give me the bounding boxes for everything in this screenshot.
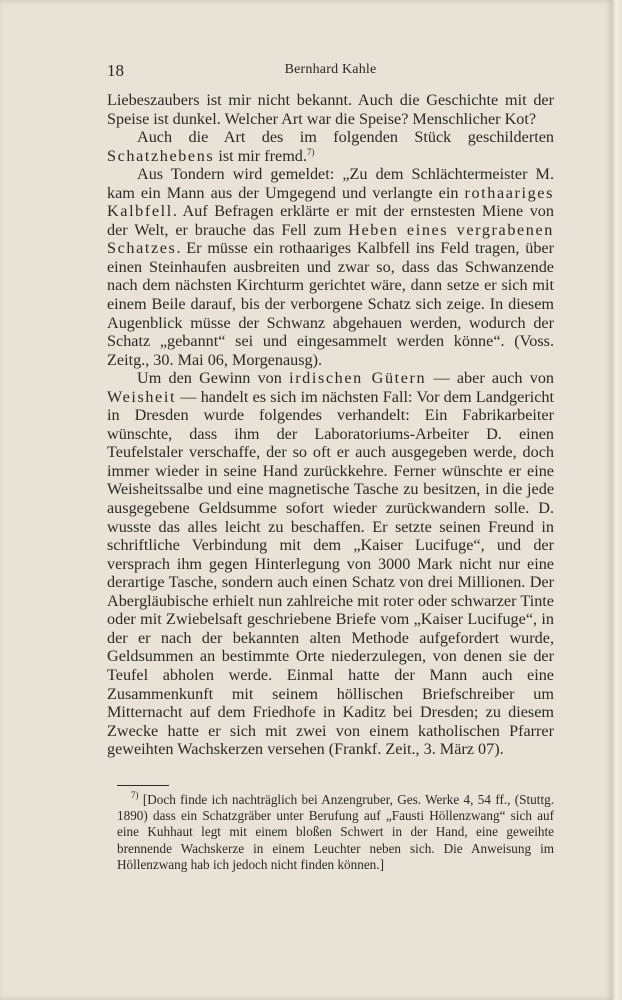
page-edge: [612, 0, 622, 1000]
paragraph-text: — aber auch von: [426, 369, 555, 388]
paragraph-text: Aus Tondern wird gemeldet: „Zu dem Schlächtermeister M. kam ein Mann aus der Umgegend und verlangte ein: [107, 165, 554, 202]
page-header: [107, 61, 554, 81]
paragraph-text: Liebeszaubers ist mir nicht bekannt. Auch die Geschichte mit der Speise ist dunkel. Welcher Art war die Speise? Menschlicher Kot?: [107, 91, 554, 128]
footnote-marker: 7): [131, 790, 139, 800]
footnote-rule: [117, 785, 169, 786]
paragraph-text: ist mir fremd.: [214, 146, 307, 165]
paragraph-text: — handelt es sich im nächsten Fall: Vor dem Landgericht in Dresden wurde folgendes verhandelt: Ein Fabrikarbeiter wünschte, dass ihm der Laboratoriums-Arbeiter D. einen Teufelstaler verschaffe, der so oft er auch ausgegeben werde, doch immer wieder in seine Hand zurückkehre. Ferner wünschte er eine Weisheitssalbe und eine magnetische Tasche zu besitzen, in die jede ausgegebene Geldsumme sofort wieder zurückwandern solle. D. wusste das alles leicht zu beschaffen. Er setzte seinen Freund in schriftliche Verbindung mit dem „Kaiser Lucifuge“, und der versprach ihm gegen Hinterlegung von 3000 Mark nicht nur eine derartige Tasche, sondern auch einen Schatz von drei Millionen. Der Abergläubische erhielt nun zahlreiche mit roter oder schwarzer Tinte oder mit Zwiebelsaft geschriebene Briefe vom „Kaiser Lucifuge“, in der er nach der bekannten alten Methode aufgefordert wurde, Geldsummen an bestimmte Orte niederzulegen, von denen sie der Teufel abholen werde. Einmal hatte der Mann auch eine Zusammenkunft mit seinem höllischen Briefschreiber um Mitternacht auf dem Friedhofe in Kaditz bei Dresden; zu diesem Zwecke hatte er sich mit zwei von einem katholischen Pfarrer geweihten Wachskerzen versehen (Frankf. Zeit., 3. März 07).: [107, 387, 554, 759]
paragraph: [107, 91, 554, 128]
spaced-emphasis: irdischen Gütern: [289, 369, 427, 388]
paragraph-text: . Auf Befragen erklärte er mit der ernstesten Miene von der Welt, er brauche das Fell zum: [107, 202, 554, 239]
body-text: [107, 91, 554, 759]
footnote-paragraph: [117, 792, 554, 873]
paragraph: [107, 369, 554, 758]
paragraph-text: . Er müsse ein rothaariges Kalbfell ins Feld tragen, über einen Steinhaufen ausbreiten und zwar so, dass das Schwanzende nach dem nächsten Kirchturm gerichtet wäre, dann setze er sich mit einem Beile darauf, bis der verborgene Schatz sich zeige. In diesem Augenblick müsse der Schwanz abgehauen werden, wodurch der Schatz „gebannt“ sei und eingesammelt werden könne“. (Voss. Zeitg., 30. Mai 06, Morgenausg).: [107, 239, 554, 369]
spaced-emphasis: Weisheit: [107, 387, 177, 406]
footnote-text: [Doch finde ich nachträglich bei Anzengruber, Ges. Werke 4, 54 ff., (Stuttg. 1890) dass ein Schatzgräber unter Berufung auf „Fausti Höllenzwang“ sich auf eine Kuhhaut legt mit einem bloßen Schwert in der Hand, eine geweihte brennende Wachskerze in einem Leuchter neben sich. Die Anweisung im Höllenzwang hab ich jedoch nicht finden können.]: [117, 792, 554, 872]
footnote: [117, 792, 554, 873]
paragraph-text: Um den Gewinn von: [137, 369, 290, 388]
paragraph: [107, 165, 554, 369]
page-number: 18: [107, 61, 124, 80]
spaced-emphasis: rothaariges Kalbfell: [107, 183, 554, 221]
paragraph-text: Auch die Art des im folgenden Stück geschilderten: [137, 128, 554, 147]
footnote-ref: 7): [306, 146, 315, 157]
running-head: Bernhard Kahle: [284, 62, 377, 77]
paragraph: [107, 128, 554, 165]
spaced-emphasis: Heben eines vergrabenen Schatzes: [107, 220, 554, 258]
spaced-emphasis: Schatzhebens: [107, 146, 215, 165]
